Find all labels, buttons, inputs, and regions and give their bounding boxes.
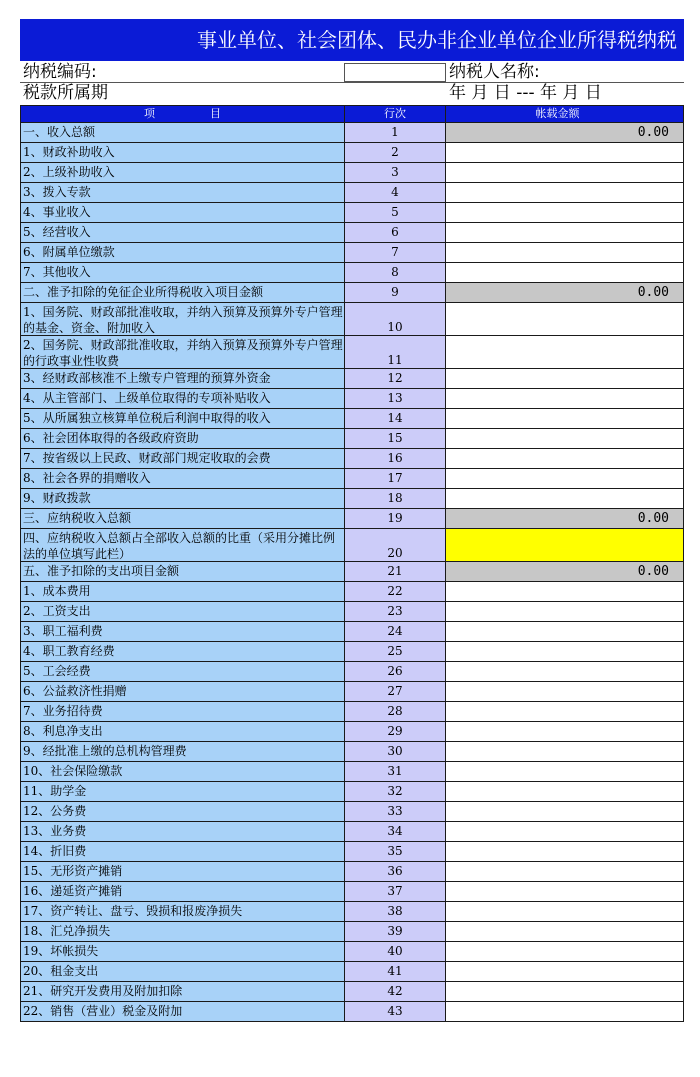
row-amount-cell[interactable]: [445, 821, 684, 842]
table-row: [20, 262, 684, 283]
table-row: [20, 335, 684, 369]
row-line-number: 22: [344, 581, 446, 602]
row-amount-cell[interactable]: [445, 202, 684, 223]
row-line-number: 1: [344, 122, 446, 143]
table-row: [20, 981, 684, 1002]
table-row: [20, 721, 684, 742]
table-row: [20, 741, 684, 762]
row-amount-cell[interactable]: 0.00: [445, 508, 684, 529]
row-item-label: 1、国务院、财政部批准收取，并纳入预算及预算外专户管理的基金、资金、附加收入: [20, 302, 345, 336]
row-amount-cell[interactable]: [445, 621, 684, 642]
row-line-number: 32: [344, 781, 446, 802]
row-item-label: 17、资产转让、盘亏、毁损和报废净损失: [20, 901, 345, 922]
table-row: [20, 202, 684, 223]
tax-code-input[interactable]: [344, 63, 446, 82]
row-item-label: 2、上级补助收入: [20, 162, 345, 183]
tax-period-value[interactable]: 年 月 日 --- 年 月 日: [449, 83, 602, 103]
row-amount-cell[interactable]: [445, 961, 684, 982]
table-row: [20, 601, 684, 622]
table-row: [20, 581, 684, 602]
header-line: 行次: [344, 105, 446, 123]
row-line-number: 41: [344, 961, 446, 982]
row-amount-cell[interactable]: [445, 641, 684, 662]
table-row: [20, 701, 684, 722]
row-amount-cell[interactable]: [445, 162, 684, 183]
row-line-number: 5: [344, 202, 446, 223]
row-item-label: 3、职工福利费: [20, 621, 345, 642]
row-line-number: 27: [344, 681, 446, 702]
table-row: [20, 681, 684, 702]
row-line-number: 34: [344, 821, 446, 842]
row-line-number: 2: [344, 142, 446, 163]
row-amount-cell[interactable]: [445, 681, 684, 702]
row-amount-cell[interactable]: [445, 262, 684, 283]
row-amount-cell[interactable]: [445, 741, 684, 762]
form-title: 事业单位、社会团体、民办非企业单位企业所得税纳税: [20, 19, 684, 61]
info-divider: [20, 82, 684, 83]
row-line-number: 25: [344, 641, 446, 662]
row-line-number: 3: [344, 162, 446, 183]
row-line-number: 9: [344, 282, 446, 303]
table-row: [20, 841, 684, 862]
row-amount-cell[interactable]: [445, 1001, 684, 1022]
row-item-label: 3、经财政部核准不上缴专户管理的预算外资金: [20, 368, 345, 389]
table-row: [20, 448, 684, 469]
row-item-label: 3、拨入专款: [20, 182, 345, 203]
row-item-label: 5、工会经费: [20, 661, 345, 682]
row-amount-cell[interactable]: [445, 941, 684, 962]
row-line-number: 19: [344, 508, 446, 529]
table-row: [20, 881, 684, 902]
row-amount-cell[interactable]: [445, 488, 684, 509]
row-line-number: 23: [344, 601, 446, 622]
row-line-number: 26: [344, 661, 446, 682]
row-amount-cell[interactable]: [445, 448, 684, 469]
row-line-number: 15: [344, 428, 446, 449]
table-row: [20, 528, 684, 562]
row-line-number: 13: [344, 388, 446, 409]
row-item-label: 1、财政补助收入: [20, 142, 345, 163]
table-row: [20, 641, 684, 662]
row-item-label: 14、折旧费: [20, 841, 345, 862]
row-line-number: 31: [344, 761, 446, 782]
table-row: [20, 1001, 684, 1022]
table-row: [20, 661, 684, 682]
info-section: [20, 61, 684, 103]
row-line-number: 37: [344, 881, 446, 902]
row-item-label: 4、职工教育经费: [20, 641, 345, 662]
row-amount-cell[interactable]: 0.00: [445, 561, 684, 582]
row-item-label: 7、其他收入: [20, 262, 345, 283]
row-amount-cell[interactable]: [445, 661, 684, 682]
taxpayer-name-label: 纳税人名称:: [449, 62, 540, 82]
row-amount-cell[interactable]: [445, 468, 684, 489]
table-row: [20, 801, 684, 822]
row-line-number: 8: [344, 262, 446, 283]
row-line-number: 17: [344, 468, 446, 489]
tax-code-label: 纳税编码:: [23, 62, 97, 82]
row-amount-cell[interactable]: [445, 701, 684, 722]
row-line-number: 12: [344, 368, 446, 389]
row-amount-cell[interactable]: [445, 581, 684, 602]
row-item-label: 20、租金支出: [20, 961, 345, 982]
table-header: [20, 105, 684, 123]
row-line-number: 16: [344, 448, 446, 469]
row-amount-cell[interactable]: [445, 861, 684, 882]
row-item-label: 2、工资支出: [20, 601, 345, 622]
row-item-label: 二、准予扣除的免征企业所得税收入项目金额: [20, 282, 345, 303]
row-line-number: 24: [344, 621, 446, 642]
row-amount-cell[interactable]: [445, 761, 684, 782]
table-row: [20, 222, 684, 243]
tax-period-label: 税款所属期: [23, 83, 108, 103]
row-amount-cell[interactable]: [445, 182, 684, 203]
row-amount-cell[interactable]: [445, 388, 684, 409]
table-row: [20, 861, 684, 882]
row-item-label: 12、公务费: [20, 801, 345, 822]
row-item-label: 一、收入总额: [20, 122, 345, 143]
row-amount-cell[interactable]: [445, 428, 684, 449]
row-amount-cell[interactable]: [445, 368, 684, 389]
row-amount-cell[interactable]: [445, 528, 684, 562]
table-row: [20, 941, 684, 962]
table-row: [20, 408, 684, 429]
row-item-label: 2、国务院、财政部批准收取，并纳入预算及预算外专户管理的行政事业性收费: [20, 335, 345, 369]
table-row: [20, 162, 684, 183]
table-row: [20, 282, 684, 303]
row-line-number: 14: [344, 408, 446, 429]
row-item-label: 19、坏帐损失: [20, 941, 345, 962]
table-row: [20, 388, 684, 409]
row-item-label: 8、利息净支出: [20, 721, 345, 742]
table-row: [20, 142, 684, 163]
table-row: [20, 302, 684, 336]
row-amount-cell[interactable]: [445, 601, 684, 622]
row-item-label: 7、按省级以上民政、财政部门规定收取的会费: [20, 448, 345, 469]
row-item-label: 9、财政拨款: [20, 488, 345, 509]
table-row: [20, 621, 684, 642]
row-line-number: 18: [344, 488, 446, 509]
row-amount-cell[interactable]: [445, 222, 684, 243]
row-amount-cell[interactable]: [445, 881, 684, 902]
table-row: [20, 428, 684, 449]
row-amount-cell[interactable]: [445, 921, 684, 942]
row-item-label: 13、业务费: [20, 821, 345, 842]
row-line-number: 30: [344, 741, 446, 762]
row-item-label: 22、销售（营业）税金及附加: [20, 1001, 345, 1022]
row-amount-cell[interactable]: [445, 721, 684, 742]
row-item-label: 6、社会团体取得的各级政府资助: [20, 428, 345, 449]
table-row: [20, 921, 684, 942]
row-amount-cell[interactable]: [445, 901, 684, 922]
table-row: [20, 242, 684, 263]
row-amount-cell[interactable]: 0.00: [445, 282, 684, 303]
row-line-number: 35: [344, 841, 446, 862]
row-item-label: 三、应纳税收入总额: [20, 508, 345, 529]
table-row: [20, 561, 684, 582]
row-item-label: 4、从主管部门、上级单位取得的专项补贴收入: [20, 388, 345, 409]
row-line-number: 11: [344, 335, 446, 369]
row-amount-cell[interactable]: [445, 841, 684, 862]
row-item-label: 21、研究开发费用及附加扣除: [20, 981, 345, 1002]
row-line-number: 28: [344, 701, 446, 722]
row-amount-cell[interactable]: [445, 408, 684, 429]
row-item-label: 6、公益救济性捐赠: [20, 681, 345, 702]
row-item-label: 15、无形资产摊销: [20, 861, 345, 882]
row-amount-cell[interactable]: [445, 302, 684, 336]
table-row: [20, 821, 684, 842]
row-line-number: 43: [344, 1001, 446, 1022]
row-item-label: 6、附属单位缴款: [20, 242, 345, 263]
row-item-label: 5、从所属独立核算单位税后利润中取得的收入: [20, 408, 345, 429]
row-amount-cell[interactable]: [445, 242, 684, 263]
row-line-number: 42: [344, 981, 446, 1002]
row-amount-cell[interactable]: [445, 335, 684, 369]
row-item-label: 16、递延资产摊销: [20, 881, 345, 902]
row-item-label: 4、事业收入: [20, 202, 345, 223]
row-amount-cell[interactable]: [445, 142, 684, 163]
row-line-number: 38: [344, 901, 446, 922]
row-line-number: 4: [344, 182, 446, 203]
table-row: [20, 781, 684, 802]
row-amount-cell[interactable]: [445, 981, 684, 1002]
header-item: 项 目: [20, 105, 345, 123]
row-item-label: 10、社会保险缴款: [20, 761, 345, 782]
row-line-number: 40: [344, 941, 446, 962]
row-line-number: 10: [344, 302, 446, 336]
table-row: [20, 961, 684, 982]
row-line-number: 7: [344, 242, 446, 263]
row-line-number: 36: [344, 861, 446, 882]
table-row: [20, 901, 684, 922]
table-row: [20, 122, 684, 143]
row-line-number: 29: [344, 721, 446, 742]
row-line-number: 33: [344, 801, 446, 822]
row-line-number: 20: [344, 528, 446, 562]
row-item-label: 四、应纳税收入总额占全部收入总额的比重（采用分摊比例法的单位填写此栏）: [20, 528, 345, 562]
row-item-label: 11、助学金: [20, 781, 345, 802]
row-line-number: 39: [344, 921, 446, 942]
row-item-label: 1、成本费用: [20, 581, 345, 602]
row-line-number: 6: [344, 222, 446, 243]
table-row: [20, 508, 684, 529]
row-item-label: 18、汇兑净损失: [20, 921, 345, 942]
table-row: [20, 368, 684, 389]
row-amount-cell[interactable]: 0.00: [445, 122, 684, 143]
table-row: [20, 468, 684, 489]
table-row: [20, 488, 684, 509]
row-item-label: 7、业务招待费: [20, 701, 345, 722]
row-amount-cell[interactable]: [445, 801, 684, 822]
table-row: [20, 761, 684, 782]
row-item-label: 5、经营收入: [20, 222, 345, 243]
table-row: [20, 182, 684, 203]
header-amount: 帐载金额: [445, 105, 684, 123]
row-item-label: 五、准予扣除的支出项目金额: [20, 561, 345, 582]
row-line-number: 21: [344, 561, 446, 582]
row-amount-cell[interactable]: [445, 781, 684, 802]
row-item-label: 8、社会各界的捐赠收入: [20, 468, 345, 489]
row-item-label: 9、经批准上缴的总机构管理费: [20, 741, 345, 762]
